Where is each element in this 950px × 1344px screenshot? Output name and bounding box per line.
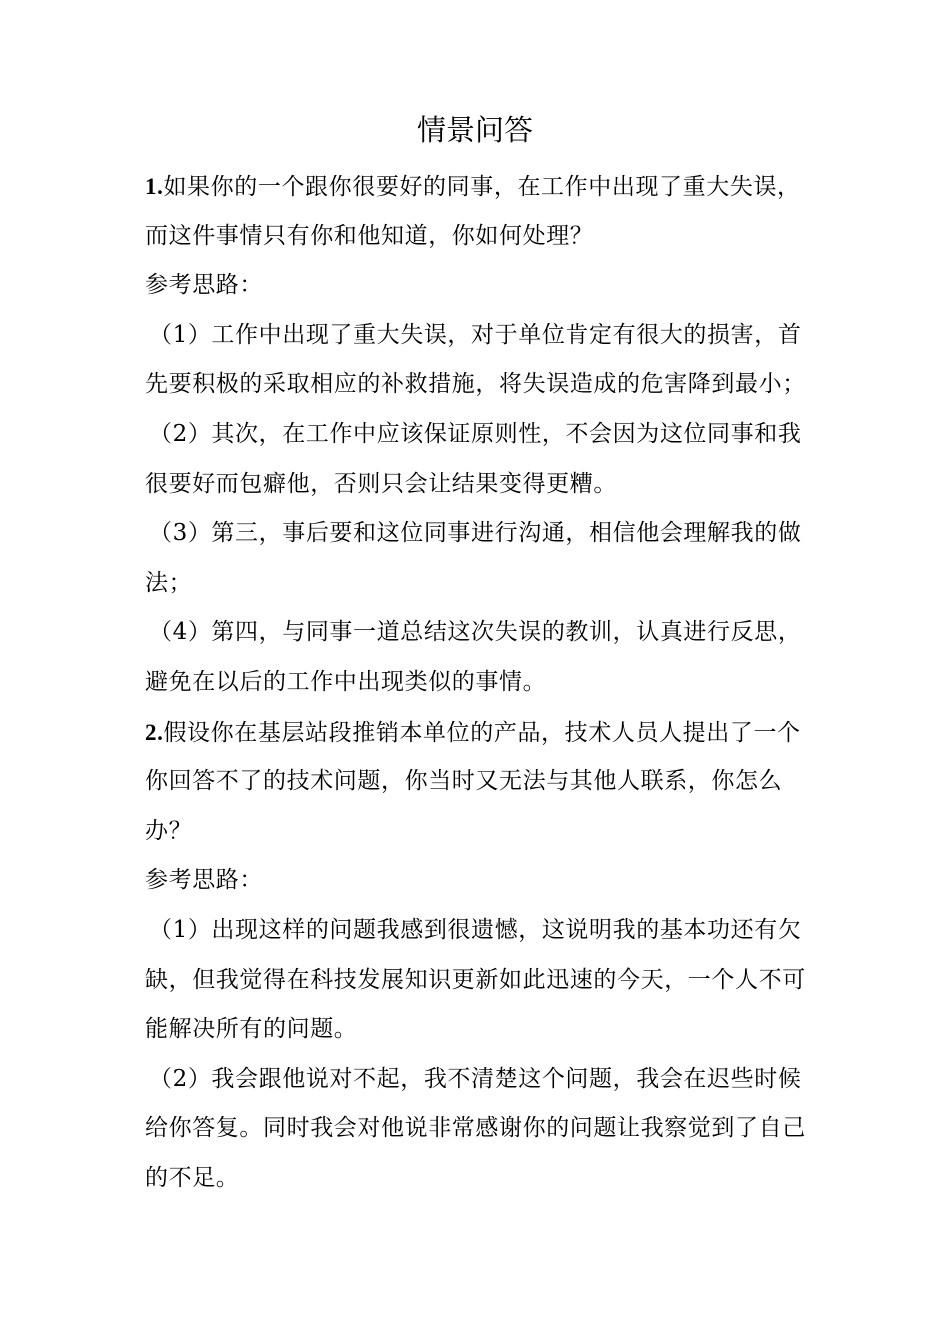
line-text: 参考思路： bbox=[145, 272, 263, 299]
answer-1-point-1 bbox=[149, 311, 815, 361]
answer-2-point-2 bbox=[149, 1055, 815, 1105]
question-1-line-2 bbox=[145, 212, 815, 262]
line-text: 先要积极的采取相应的补救措施，将失误造成的危害降到最小； bbox=[145, 371, 806, 398]
answer-1-point-1-cont bbox=[145, 360, 815, 410]
answer-2-point-2-cont bbox=[145, 1104, 815, 1154]
question-number: 1. bbox=[145, 174, 164, 199]
line-text: 而这件事情只有你和他知道，你如何处理？ bbox=[145, 222, 594, 249]
line-text: 能解决所有的问题。 bbox=[145, 1016, 358, 1043]
line-text: （2）我会跟他说对不起，我不清楚这个问题，我会在迟些时候 bbox=[149, 1065, 802, 1092]
answer-1-point-4 bbox=[149, 608, 815, 658]
answer-2-point-2-cont bbox=[145, 1154, 815, 1204]
line-text: （4）第四，与同事一道总结这次失误的教训，认真进行反思， bbox=[149, 619, 802, 646]
line-text: 参考思路： bbox=[145, 867, 263, 894]
question-number: 2. bbox=[145, 719, 164, 745]
line-text: 法； bbox=[145, 569, 193, 596]
answer-1-point-4-cont bbox=[145, 658, 815, 708]
answer-1-point-2-cont bbox=[145, 460, 815, 510]
answer-1-point-3-cont bbox=[145, 559, 815, 609]
answer-heading bbox=[145, 856, 815, 906]
question-2-line-3 bbox=[145, 807, 815, 857]
line-text: （2）其次，在工作中应该保证原则性，不会因为这位同事和我 bbox=[149, 420, 802, 447]
line-text: 你回答不了的技术问题，你当时又无法与其他人联系，你怎么 bbox=[145, 768, 783, 795]
line-text: （1）工作中出现了重大失误，对于单位肯定有很大的损害，首 bbox=[149, 321, 802, 348]
question-1-line-1 bbox=[145, 162, 815, 212]
answer-2-point-1 bbox=[149, 906, 815, 956]
line-text: 给你答复。同时我会对他说非常感谢你的问题让我察觉到了自己 bbox=[145, 1115, 806, 1142]
document-body bbox=[145, 162, 815, 1203]
page-title: 情景问答 bbox=[416, 113, 533, 147]
answer-1-point-2 bbox=[149, 410, 815, 460]
line-text: （3）第三，事后要和这位同事进行沟通，相信他会理解我的做 bbox=[149, 520, 802, 547]
line-text: 办？ bbox=[145, 817, 193, 844]
line-text: 如果你的一个跟你很要好的同事，在工作中出现了重大失误， bbox=[163, 174, 801, 200]
line-text: 很要好而包癖他，否则只会让结果变得更糟。 bbox=[145, 470, 617, 497]
answer-2-point-1-cont bbox=[145, 956, 815, 1006]
answer-2-point-1-cont bbox=[145, 1005, 815, 1055]
line-text: 避免在以后的工作中出现类似的事情。 bbox=[145, 668, 547, 695]
line-text: 的不足。 bbox=[145, 1164, 240, 1191]
question-2-line-2 bbox=[145, 757, 815, 807]
answer-heading bbox=[145, 261, 815, 311]
line-text: 缺，但我觉得在科技发展知识更新如此迅速的今天，一个人不可 bbox=[145, 966, 806, 993]
line-text: （1）出现这样的问题我感到很遗憾，这说明我的基本功还有欠 bbox=[149, 916, 802, 943]
line-text: 假设你在基层站段推销本单位的产品，技术人员人提出了一个 bbox=[163, 719, 801, 746]
answer-1-point-3 bbox=[149, 509, 815, 559]
question-2-line-1 bbox=[145, 708, 815, 758]
